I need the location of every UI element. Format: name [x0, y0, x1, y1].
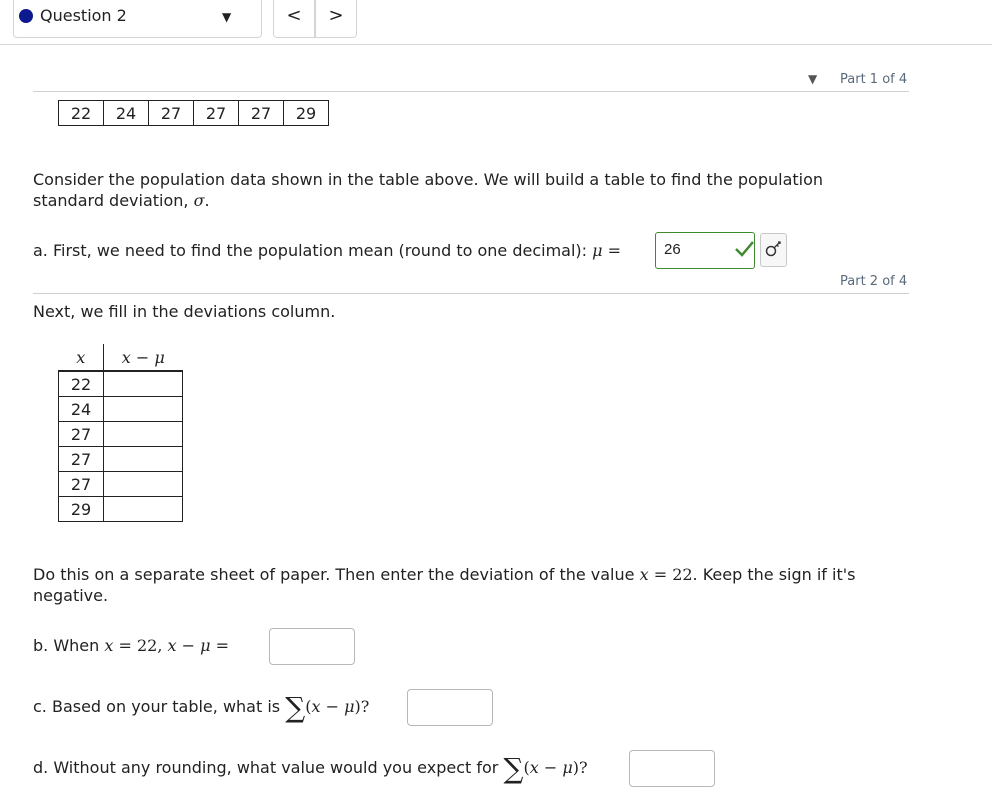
- x-cell: 22: [59, 371, 104, 397]
- qc-mu: μ: [344, 697, 355, 716]
- question-a: [33, 240, 621, 261]
- instructions-line-1: [33, 564, 933, 585]
- header-x-text: x: [76, 347, 86, 367]
- key-icon: [761, 234, 786, 266]
- sum-answer-input[interactable]: [407, 689, 493, 726]
- data-cell: 27: [194, 101, 239, 126]
- qb-mu: μ: [200, 636, 211, 655]
- dropdown-caret-icon[interactable]: ▼: [222, 10, 232, 24]
- qd-mu: μ: [562, 758, 573, 777]
- header-dev-x: x: [121, 347, 131, 367]
- header-dev-mu: μ: [154, 347, 165, 367]
- next-question-button[interactable]: >: [315, 0, 357, 38]
- data-cell: 29: [284, 101, 329, 126]
- instructions-line-1-text: Do this on a separate sheet of paper. Then enter the deviation of the value: [33, 565, 640, 584]
- qb-x2: x: [167, 636, 177, 655]
- x-cell: 24: [59, 397, 104, 422]
- header-deviation: [104, 344, 183, 371]
- instr-val: 22: [672, 565, 693, 584]
- x-cell: 27: [59, 447, 104, 472]
- table-row: [59, 397, 183, 422]
- summation-symbol: ∑: [503, 752, 524, 785]
- instr-eq: =: [648, 565, 673, 584]
- question-c-text: c. Based on your table, what is: [33, 697, 286, 716]
- qb-val: 22: [136, 636, 158, 655]
- part2-intro: Next, we fill in the deviations column.: [33, 302, 336, 321]
- data-cell: 22: [59, 101, 104, 126]
- qd-minus: −: [538, 758, 563, 777]
- qc-minus: −: [320, 697, 345, 716]
- part1-label: Part 1 of 4: [840, 72, 908, 87]
- question-d: [33, 752, 588, 785]
- answer-key-button[interactable]: [760, 233, 787, 267]
- deviation-answer-input[interactable]: [269, 628, 355, 665]
- deviation-cell[interactable]: [104, 497, 183, 522]
- intro-line-2-period: .: [204, 191, 210, 210]
- question-d-text: d. Without any rounding, what value would you expect for: [33, 758, 504, 777]
- header-divider: [0, 44, 992, 45]
- part2-label: Part 2 of 4: [840, 274, 908, 289]
- table-row: [59, 497, 183, 522]
- equals-sign: =: [602, 241, 622, 260]
- header-x: [59, 344, 104, 371]
- deviations-table: [58, 344, 183, 522]
- qd-paren-open: (: [523, 758, 530, 777]
- check-icon: [733, 238, 755, 260]
- x-cell: 29: [59, 497, 104, 522]
- qb-minus: −: [176, 636, 201, 655]
- table-row: [59, 371, 183, 397]
- deviation-cell[interactable]: [104, 447, 183, 472]
- deviation-cell[interactable]: [104, 397, 183, 422]
- qb-comma: ,: [157, 636, 168, 655]
- sigma-symbol: σ: [193, 191, 205, 210]
- collapse-part-icon[interactable]: ▼: [808, 72, 818, 86]
- part1-divider: [33, 91, 909, 92]
- instr-x: x: [639, 565, 649, 584]
- part2-divider: [33, 293, 909, 294]
- prev-question-button[interactable]: <: [273, 0, 315, 38]
- instructions-text: [33, 564, 933, 606]
- question-status-dot: [19, 9, 33, 23]
- mu-symbol: μ: [592, 241, 603, 260]
- qd-close: )?: [572, 758, 588, 777]
- qc-close: )?: [354, 697, 370, 716]
- instructions-line-2: negative.: [33, 586, 109, 605]
- expected-sum-answer-input[interactable]: [629, 750, 715, 787]
- intro-line-2: [33, 190, 913, 211]
- table-row: [59, 447, 183, 472]
- qb-eq2: =: [210, 636, 230, 655]
- table-row: [59, 472, 183, 497]
- instructions-line-1-suffix: . Keep the sign if it's: [692, 565, 856, 584]
- intro-line-1: Consider the population data shown in the table above. We will build a table to find the population: [33, 170, 824, 189]
- question-b-text: b. When: [33, 636, 105, 655]
- question-label: Question 2: [40, 6, 127, 25]
- table-row: [59, 422, 183, 447]
- data-cell: 24: [104, 101, 149, 126]
- intro-line-2-text: standard deviation,: [33, 191, 194, 210]
- population-data-table: [58, 100, 329, 126]
- intro-text: [33, 169, 913, 211]
- qc-x: x: [311, 697, 321, 716]
- qd-x: x: [529, 758, 539, 777]
- summation-symbol: ∑: [285, 691, 306, 724]
- deviation-cell[interactable]: [104, 371, 183, 397]
- question-a-text: a. First, we need to find the population mean (round to one decimal):: [33, 241, 593, 260]
- x-cell: 27: [59, 422, 104, 447]
- data-cell: 27: [149, 101, 194, 126]
- deviation-cell[interactable]: [104, 472, 183, 497]
- qb-x: x: [104, 636, 114, 655]
- question-c: [33, 691, 370, 724]
- qb-eq: =: [113, 636, 137, 655]
- question-b: [33, 635, 229, 656]
- data-cell: 27: [239, 101, 284, 126]
- header-dev-minus: −: [130, 347, 155, 367]
- mean-answer-value: 26: [664, 241, 681, 258]
- deviation-cell[interactable]: [104, 422, 183, 447]
- x-cell: 27: [59, 472, 104, 497]
- qc-paren-open: (: [305, 697, 312, 716]
